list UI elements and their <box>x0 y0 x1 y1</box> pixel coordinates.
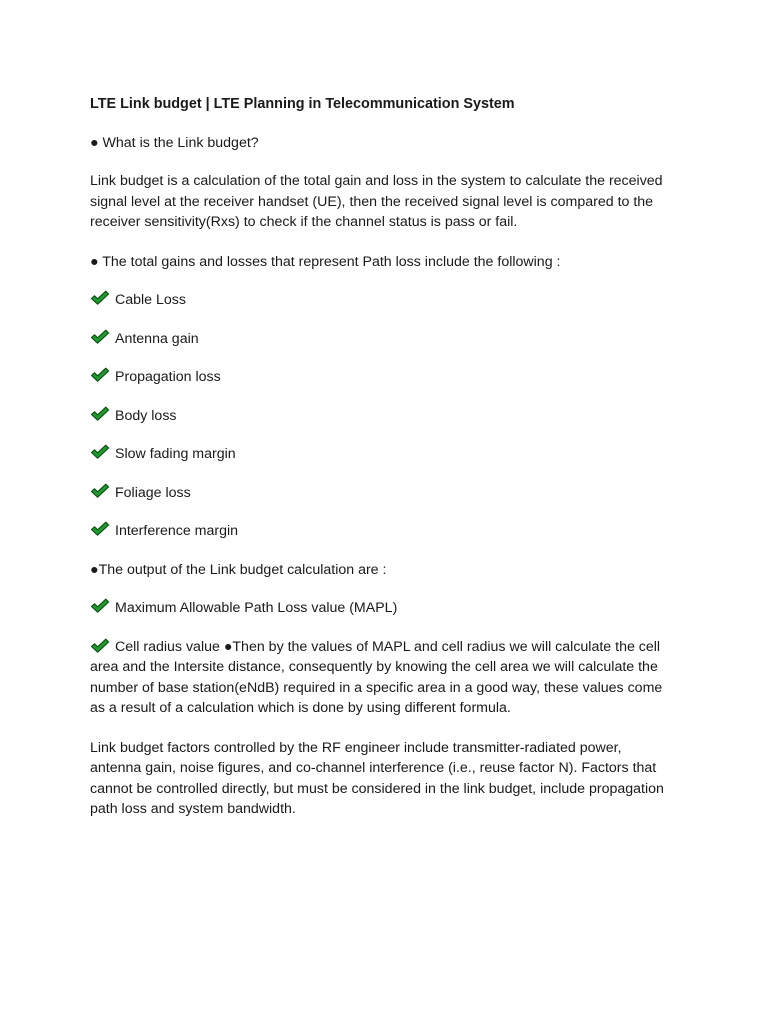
check-mark-icon <box>90 444 110 464</box>
list-item-label: Antenna gain <box>115 330 199 347</box>
list-item-label: Cable Loss <box>115 292 186 308</box>
document-title: LTE Link budget | LTE Planning in Telecommunication System <box>90 96 515 112</box>
check-mark-icon <box>90 290 110 310</box>
list-item <box>90 406 675 427</box>
gains-losses-list <box>90 290 675 542</box>
list-item-label: Maximum Allowable Path Loss value (MAPL) <box>115 600 398 616</box>
cell-radius-paragraph <box>90 637 675 719</box>
check-mark-icon <box>90 406 110 426</box>
list-item <box>90 598 675 619</box>
list-item <box>90 329 675 350</box>
check-mark-icon <box>90 521 110 541</box>
list-item <box>90 521 675 542</box>
check-mark-icon <box>90 329 110 349</box>
list-item-label: Body loss <box>115 407 177 424</box>
rf-factors-paragraph: Link budget factors controlled by the RF engineer include transmitter-radiated power, antenna gain, noise figures, and co-channel interference (i.e., reuse factor N). Factors that cannot be controlled directly, but must be considered in the link budget, include propagation path loss and system bandwidth. <box>90 739 664 817</box>
document-body <box>90 94 675 839</box>
outputs-intro: ●The output of the Link budget calculation are : <box>90 561 387 578</box>
list-item-label: Propagation loss <box>115 369 221 385</box>
list-item-label: Foliage loss <box>115 484 191 501</box>
question-what-is-link-budget: ● What is the Link budget? <box>90 134 259 151</box>
check-mark-icon <box>90 483 110 503</box>
cell-radius-text: Cell radius value ●Then by the values of MAPL and cell radius we will calculate the cell area and the Intersite distance, consequently by knowing the cell area we will calculate the number of base station(eNdB) required in a specific area in a good way, these values come as a result of a calculation which is done by using different formula. <box>90 638 663 716</box>
link-budget-definition: Link budget is a calculation of the total gain and loss in the system to calculate the received signal level at the receiver handset (UE), then the received signal level is compared to the receiver sensitivity(Rxs) to check if the channel status is pass or fail. <box>90 173 663 230</box>
check-mark-icon <box>90 638 110 654</box>
list-item-label: Slow fading margin <box>115 446 236 462</box>
list-item <box>90 290 675 311</box>
list-item <box>90 367 675 388</box>
list-item <box>90 483 675 504</box>
check-mark-icon <box>90 367 110 387</box>
list-item <box>90 444 675 465</box>
gains-losses-intro: ● The total gains and losses that represent Path loss include the following : <box>90 253 561 270</box>
list-item-label: Interference margin <box>115 523 239 539</box>
check-mark-icon <box>90 598 110 618</box>
